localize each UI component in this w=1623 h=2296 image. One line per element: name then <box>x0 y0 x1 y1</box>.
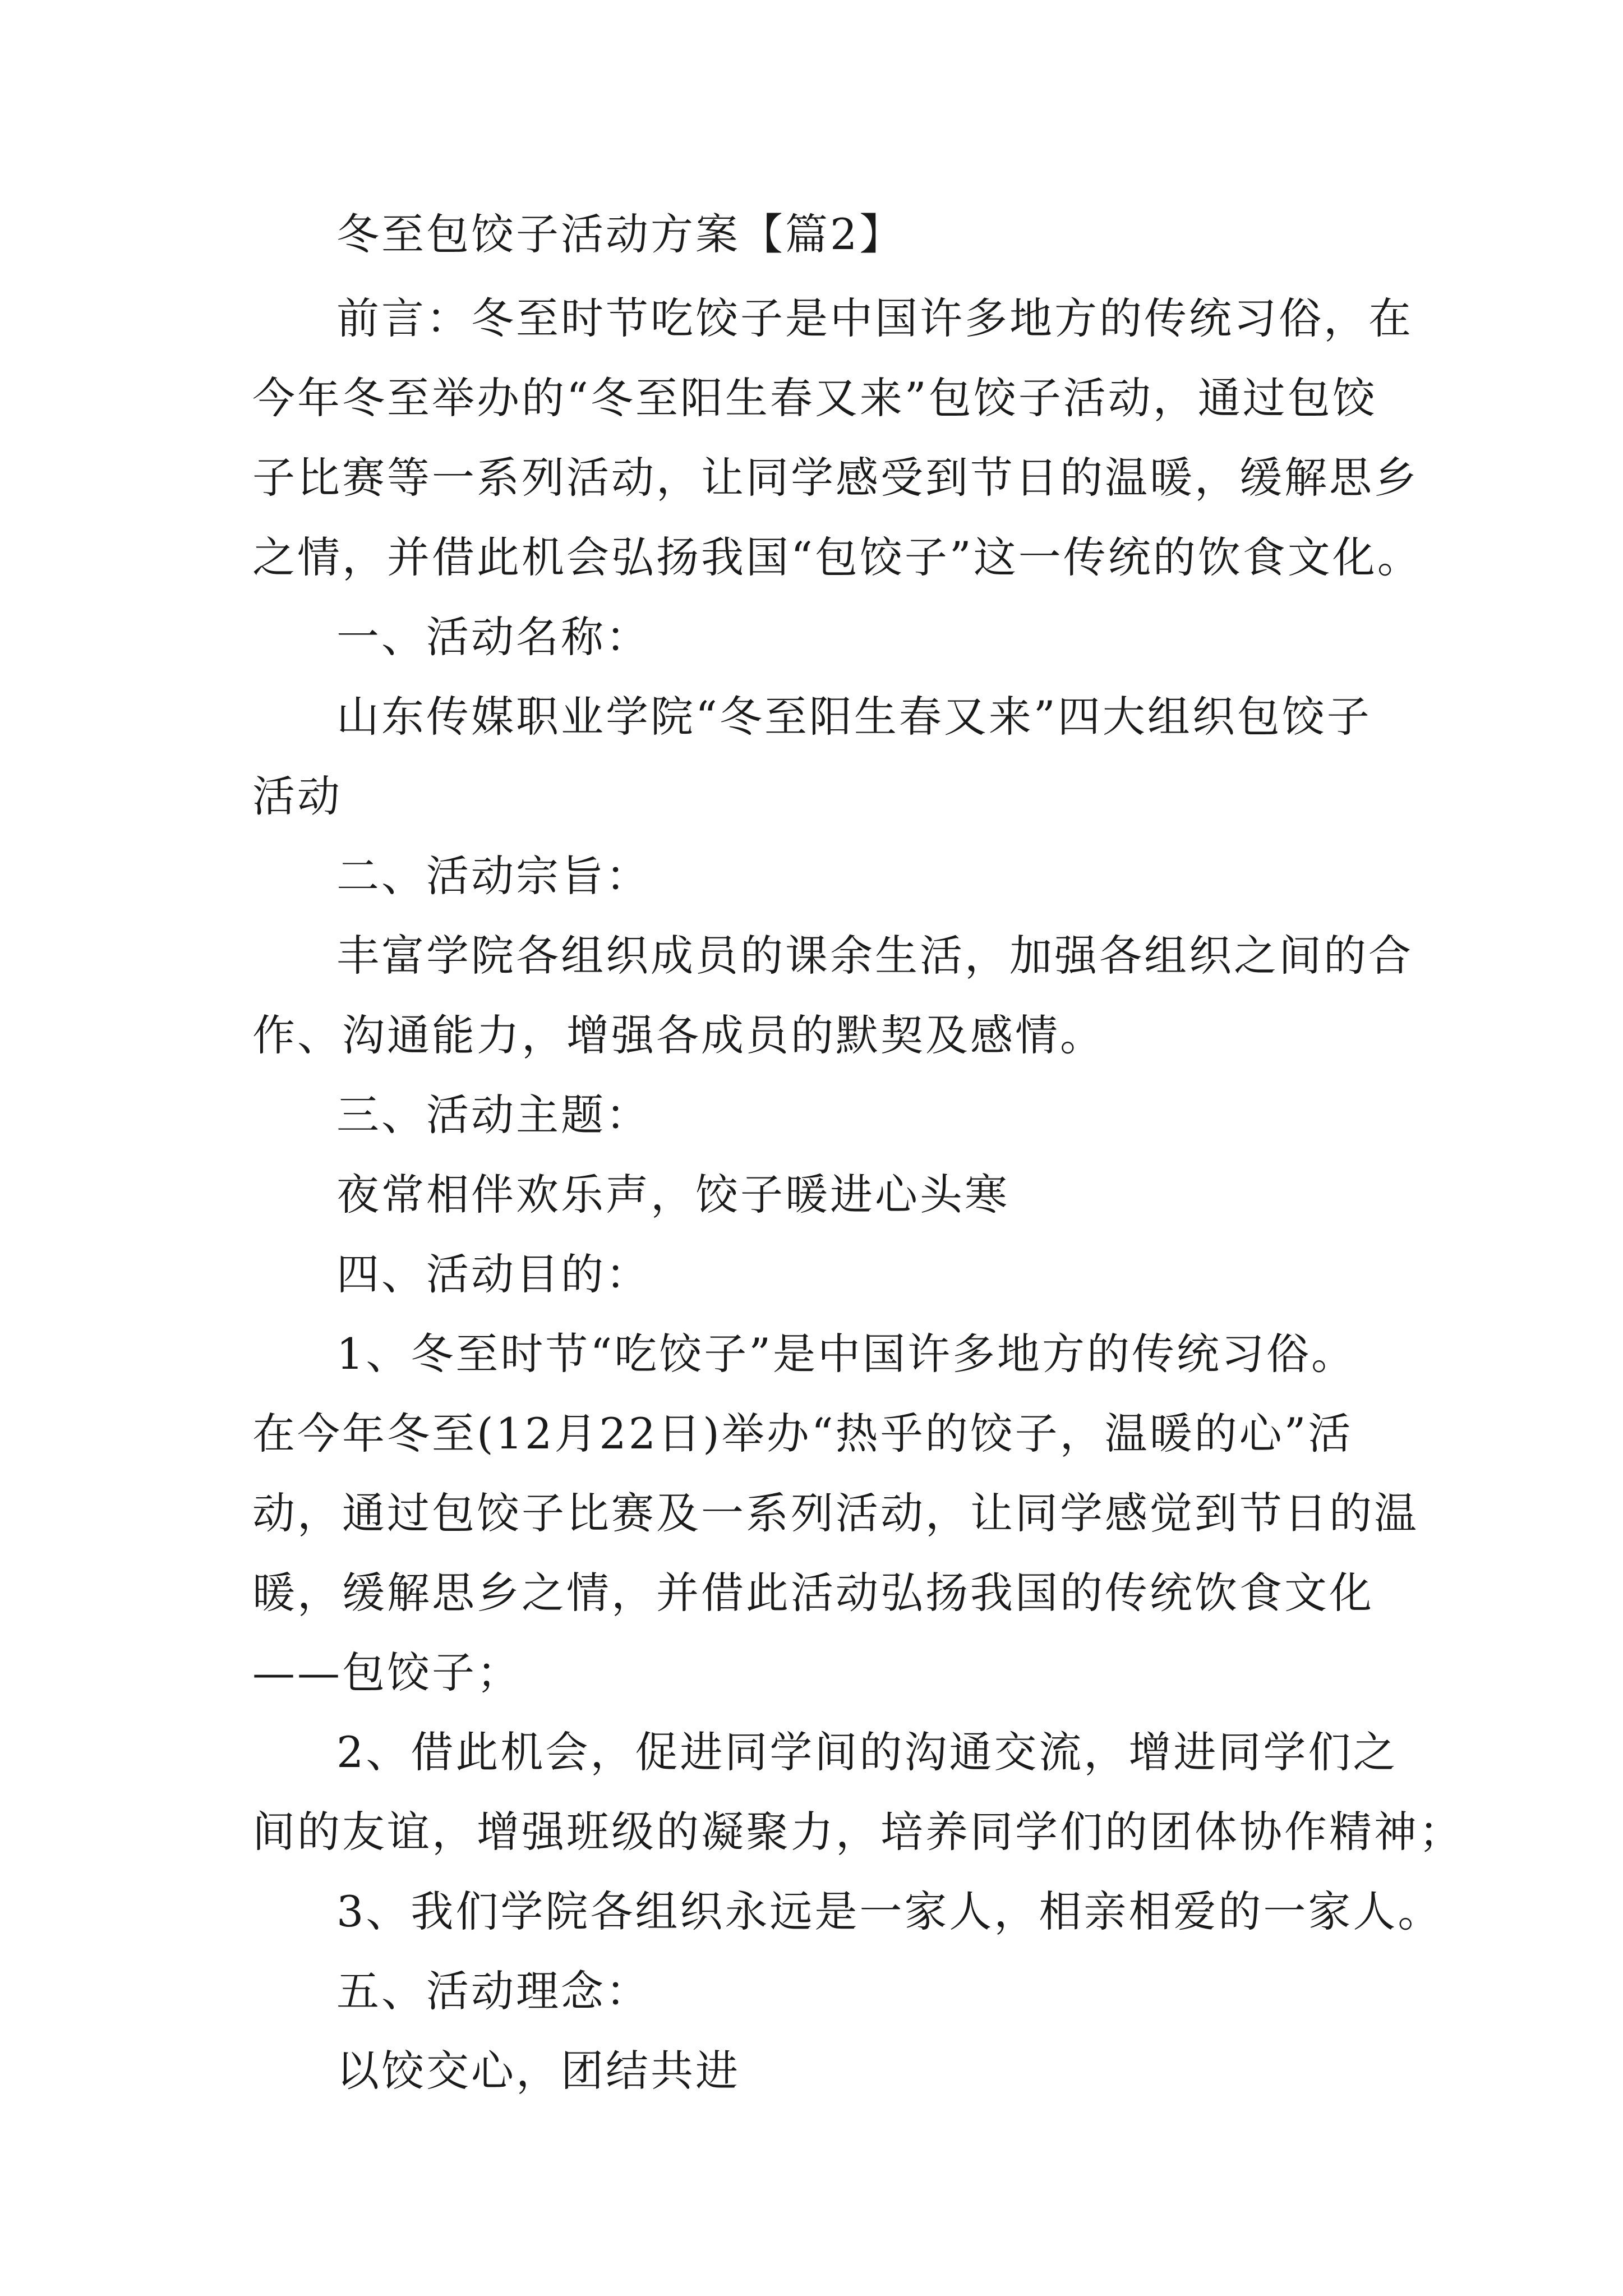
document-title: 冬至包饺子活动方案【篇2】 <box>336 209 905 259</box>
section-4-item-1-line-5: ——包饺子； <box>252 1648 522 1697</box>
section-4-item-1-line-2: 在今年冬至(12月22日)举办“热乎的饺子，温暖的心”活 <box>252 1409 1353 1458</box>
section-1-line-2: 活动 <box>252 771 342 821</box>
section-2-line-1: 丰富学院各组织成员的课余生活，加强各组织之间的合 <box>336 931 1413 981</box>
section-4-item-2-line-1: 2、借此机会，促进同学间的沟通交流，增进同学们之 <box>336 1727 1398 1777</box>
section-4-item-1-line-3: 动，通过包饺子比赛及一系列活动，让同学感觉到节日的温 <box>252 1488 1419 1538</box>
section-3-line-1: 夜常相伴欢乐声，饺子暖进心头寒 <box>336 1170 1009 1220</box>
section-4-heading: 四、活动目的： <box>336 1249 651 1299</box>
section-5-line-1: 以饺交心，团结共进 <box>336 2046 740 2096</box>
foreword-line-1: 前言：冬至时节吃饺子是中国许多地方的传统习俗，在 <box>336 293 1413 343</box>
section-5-heading: 五、活动理念： <box>336 1966 651 2016</box>
section-2-line-2: 作、沟通能力，增强各成员的默契及感情。 <box>252 1010 1105 1060</box>
section-3-heading: 三、活动主题： <box>336 1090 651 1140</box>
foreword-line-4: 之情，并借此机会弘扬我国“包饺子”这一传统的饮食文化。 <box>252 532 1422 582</box>
section-2-heading: 二、活动宗旨： <box>336 851 651 901</box>
section-4-item-3-line-1: 3、我们学院各组织永远是一家人，相亲相爱的一家人。 <box>336 1887 1443 1936</box>
section-4-item-1-line-4: 暖，缓解思乡之情，并借此活动弘扬我国的传统饮食文化 <box>252 1568 1374 1618</box>
section-4-item-1-line-1: 1、冬至时节“吃饺子”是中国许多地方的传统习俗。 <box>336 1329 1357 1379</box>
foreword-line-2: 今年冬至举办的“冬至阳生春又来”包饺子活动，通过包饺 <box>252 373 1377 423</box>
section-4-item-2-line-2: 间的友谊，增强班级的凝聚力，培养同学们的团体协作精神； <box>252 1807 1464 1857</box>
foreword-line-3: 子比赛等一系列活动，让同学感受到节日的温暖，缓解思乡 <box>252 453 1419 503</box>
section-1-heading: 一、活动名称： <box>336 612 651 662</box>
section-1-line-1: 山东传媒职业学院“冬至阳生春又来”四大组织包饺子 <box>336 692 1372 742</box>
